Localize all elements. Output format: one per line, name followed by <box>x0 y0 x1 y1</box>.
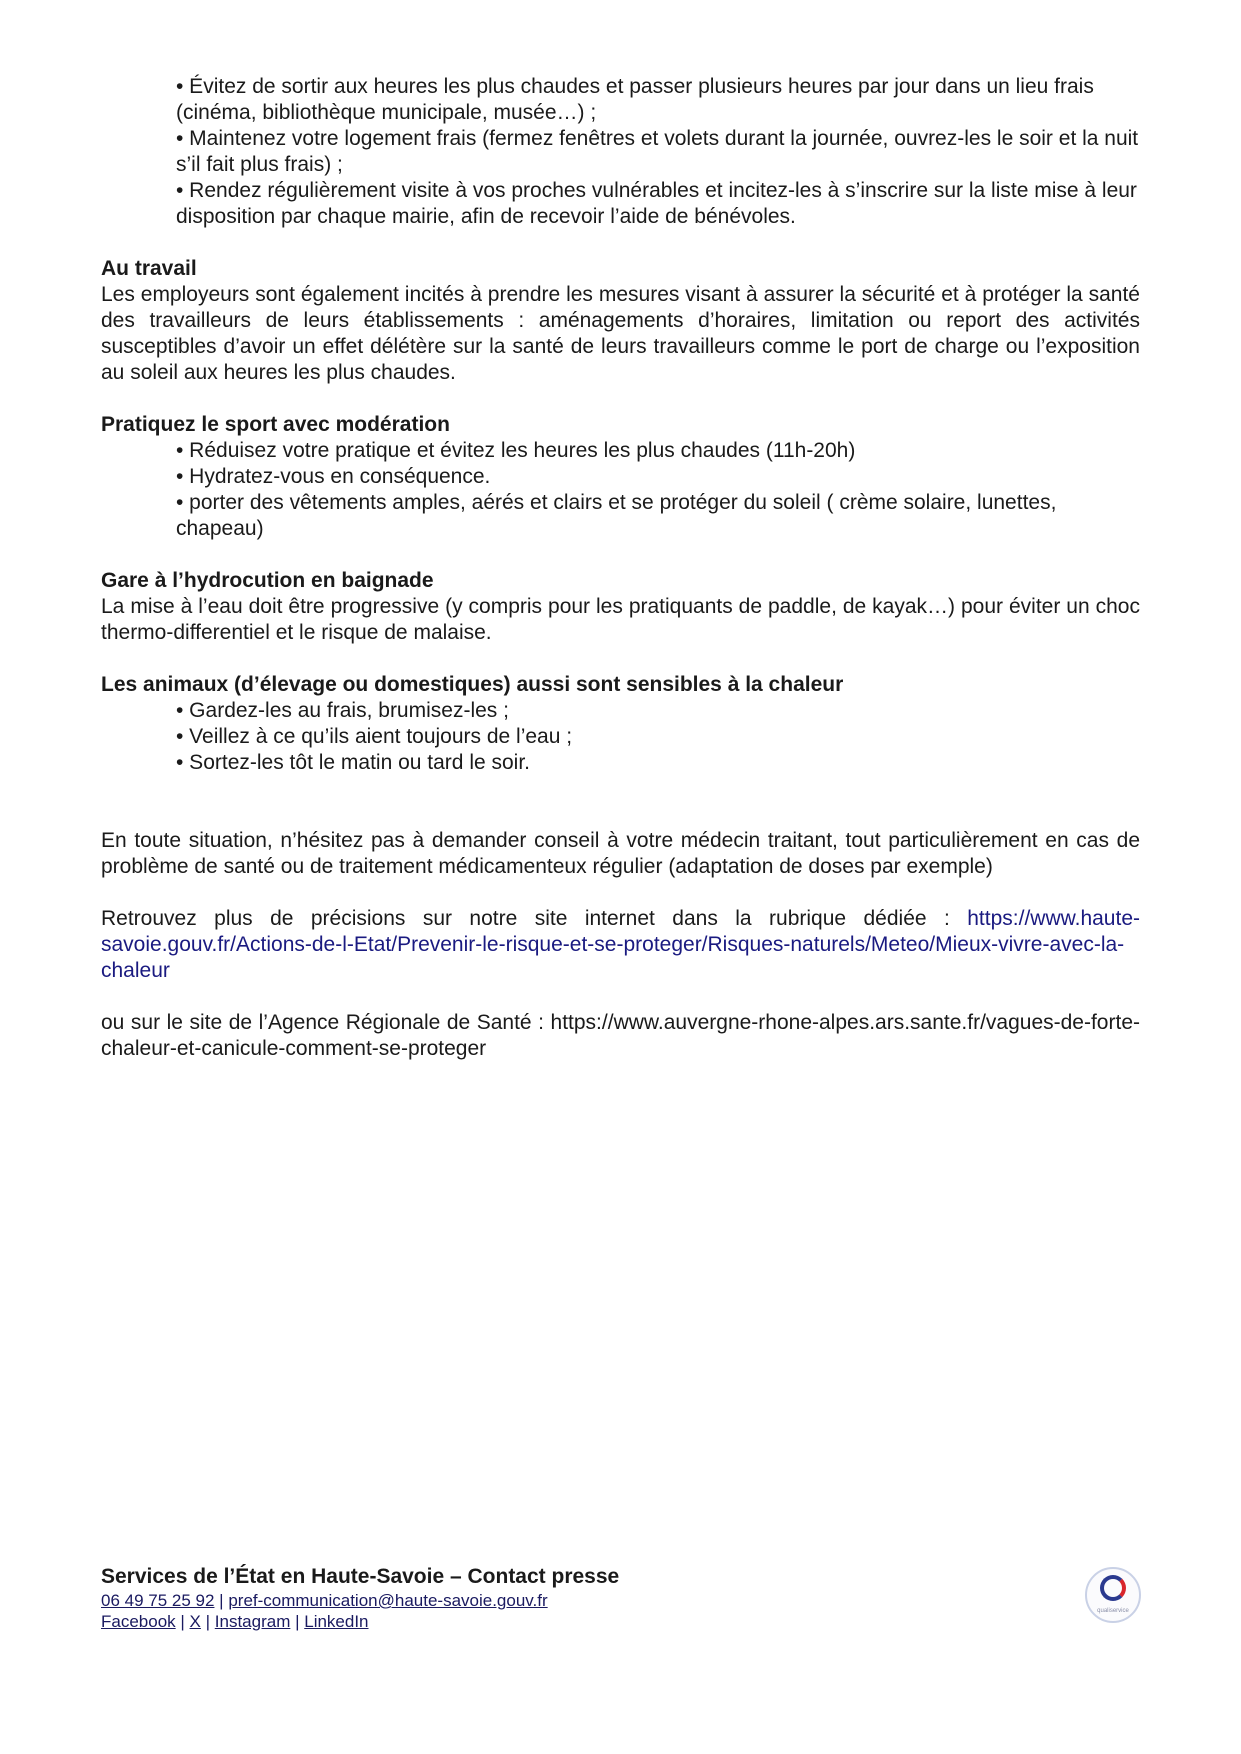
footer-contact-line <box>101 1590 1140 1611</box>
bullet-item: • Sortez-les tôt le matin ou tard le soir. <box>176 751 531 774</box>
separator: | <box>200 1612 215 1631</box>
bullet-item: • Veillez à ce qu’ils aient toujours de l’eau ; <box>176 725 573 748</box>
phone-link[interactable]: 06 49 75 25 92 <box>101 1591 215 1610</box>
footer <box>101 1564 1140 1632</box>
section-heading-animaux: Les animaux (d’élevage ou domestiques) aussi sont sensibles à la chaleur <box>101 673 844 696</box>
advice-bullets <box>176 74 1140 230</box>
separator: | <box>175 1612 190 1631</box>
bullet-item: • Gardez-les au frais, brumisez-les ; <box>176 699 509 722</box>
bullet-item: • Maintenez votre logement frais (fermez fenêtres et volets durant la journée, ouvrez-les le soir et la nuit s’il fait plus frais) ; <box>176 127 1139 176</box>
bullet-item: • Réduisez votre pratique et évitez les heures les plus chaudes (11h-20h) <box>176 439 856 462</box>
bullet-item: • Évitez de sortir aux heures les plus chaudes et passer plusieurs heures par jour dans un lieu frais (cinéma, bibliothèque municipale, musée…) ; <box>176 75 1094 124</box>
instagram-link[interactable]: Instagram <box>214 1612 291 1631</box>
animaux-bullets <box>176 698 1140 776</box>
facebook-link[interactable]: Facebook <box>101 1612 176 1631</box>
ars-paragraph: ou sur le site de l’Agence Régionale de Santé : https://www.auvergne-rhone-alpes.ars.sante.fr/vagues-de-forte-chaleur-et-canicule-comment-se-proteger <box>101 1011 1140 1060</box>
section-heading-sport: Pratiquez le sport avec modération <box>101 413 450 436</box>
footer-social-line <box>101 1611 1140 1632</box>
section-text-travail: Les employeurs sont également incités à prendre les mesures visant à assurer la sécurité et à protéger la santé des travailleurs de leurs établissements : aménagements d’horaires, limitation ou report des activités susceptibles d’avoir un effet délétère sur la santé de leurs travailleurs comme le port de charge ou l’exposition au soleil aux heures les plus chaudes. <box>101 283 1140 384</box>
separator: | <box>214 1591 229 1610</box>
section-heading-hydrocution: Gare à l’hydrocution en baignade <box>101 569 434 592</box>
logo-mark-icon <box>1100 1575 1126 1601</box>
footer-title: Services de l’État en Haute-Savoie – Contact presse <box>101 1565 620 1588</box>
section-heading-travail: Au travail <box>101 257 197 280</box>
retrouvez-paragraph <box>101 906 1140 984</box>
conseil-paragraph: En toute situation, n’hésitez pas à demander conseil à votre médecin traitant, tout particulièrement en cas de problème de santé ou de traitement médicamenteux régulier (adaptation de doses par exemple) <box>101 829 1140 878</box>
qualiservice-logo-icon <box>1085 1567 1141 1623</box>
separator: | <box>290 1612 305 1631</box>
email-link[interactable]: pref-communication@haute-savoie.gouv.fr <box>228 1591 548 1610</box>
sport-bullets <box>176 438 1140 542</box>
section-text-hydrocution: La mise à l’eau doit être progressive (y compris pour les pratiquants de paddle, de kayak…) pour éviter un choc thermo-differentiel et le risque de malaise. <box>101 595 1140 644</box>
logo-text: qualiservice <box>1097 1608 1129 1614</box>
prefecture-link[interactable]: https://www.haute-savoie.gouv.fr/Actions-de-l-Etat/Prevenir-le-risque-et-se-proteger/Risques-naturels/Meteo/Mieux-vivre-avec-la-chaleur <box>101 907 1140 982</box>
x-link[interactable]: X <box>189 1612 201 1631</box>
document-body <box>101 74 1140 1062</box>
retrouvez-text: Retrouvez plus de précisions sur notre site internet dans la rubrique dédiée : <box>101 907 968 930</box>
linkedin-link[interactable]: LinkedIn <box>304 1612 369 1631</box>
bullet-item: • porter des vêtements amples, aérés et clairs et se protéger du soleil ( crème solaire, lunettes, chapeau) <box>176 491 1057 540</box>
bullet-item: • Hydratez-vous en conséquence. <box>176 465 491 488</box>
bullet-item: • Rendez régulièrement visite à vos proches vulnérables et incitez-les à s’inscrire sur la liste mise à leur disposition par chaque mairie, afin de recevoir l’aide de bénévoles. <box>176 179 1137 228</box>
